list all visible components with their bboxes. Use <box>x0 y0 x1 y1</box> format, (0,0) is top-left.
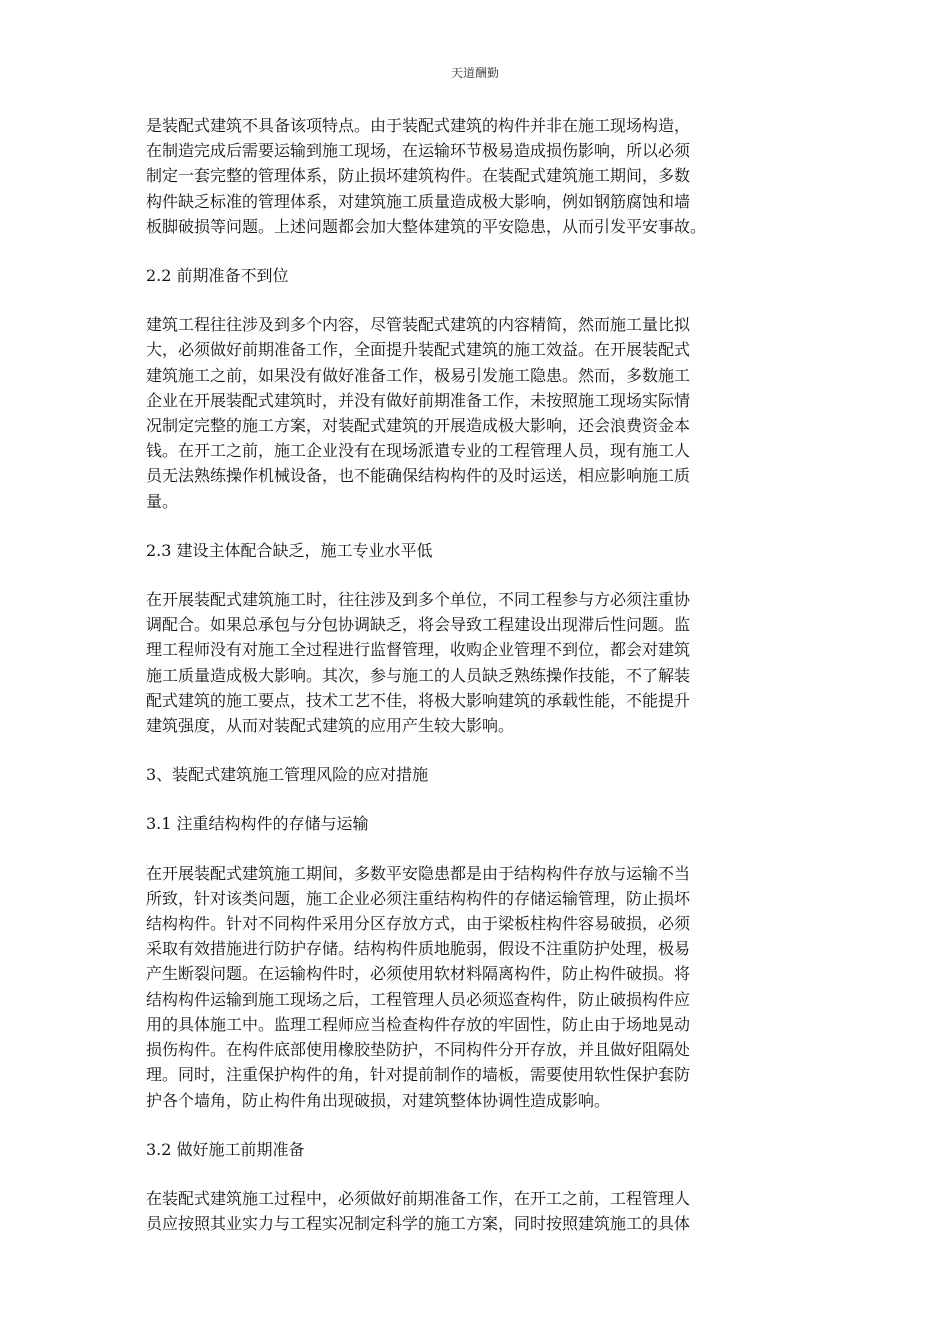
text-line: 员无法熟练操作机械设备，也不能确保结构构件的及时运送，相应影响施工质 <box>146 466 691 486</box>
text-line: 员应按照其业实力与工程实况制定科学的施工方案，同时按照建筑施工的具体 <box>146 1214 691 1234</box>
text-line: 施工质量造成极大影响。其次，参与施工的人员缺乏熟练操作技能，不了解装 <box>146 665 691 685</box>
text-line: 损伤构件。在构件底部使用橡胶垫防护，不同构件分开存放，并且做好阻隔处 <box>146 1040 691 1060</box>
heading-2-3: 2.3 建设主体配合缺乏，施工专业水平低 <box>146 540 433 560</box>
paragraph-3-2 <box>146 1186 806 1236</box>
text-line: 是装配式建筑不具备该项特点。由于装配式建筑的构件并非在施工现场构造， <box>146 116 691 135</box>
text-line: 结构构件运输到施工现场之后，工程管理人员必须巡查构件，防止破损构件应 <box>146 989 691 1009</box>
text-line: 产生断裂问题。在运输构件时，必须使用软材料隔离构件，防止构件破损。将 <box>146 964 691 984</box>
text-line: 建筑施工之前，如果没有做好准备工作，极易引发施工隐患。然而，多数施工 <box>146 365 691 385</box>
text-line: 制定一套完整的管理体系，防止损坏建筑构件。在装配式建筑施工期间，多数 <box>146 166 691 186</box>
paragraph-2-2 <box>146 312 806 514</box>
text-line: 配式建筑的施工要点，技术工艺不佳，将极大影响建筑的承载性能，不能提升 <box>146 690 691 710</box>
heading-3-1: 3.1 注重结构构件的存储与运输 <box>146 814 369 834</box>
heading-3: 3、装配式建筑施工管理风险的应对措施 <box>146 765 429 785</box>
paragraph-risk-intro-continued <box>146 113 806 239</box>
text-line: 量。 <box>146 491 179 511</box>
text-line: 调配合。如果总承包与分包协调缺乏，将会导致工程建设出现滞后性问题。监 <box>146 615 691 635</box>
text-line: 构件缺乏标准的管理体系，对建筑施工质量造成极大影响，例如钢筋腐蚀和墙 <box>146 191 691 211</box>
text-line: 建筑强度，从而对装配式建筑的应用产生较大影响。 <box>146 716 515 736</box>
document-body <box>146 113 806 1260</box>
text-line: 采取有效措施进行防护存储。结构构件质地脆弱，假设不注重防护处理，极易 <box>146 939 691 959</box>
text-line: 钱。在开工之前，施工企业没有在现场派遣专业的工程管理人员，现有施工人 <box>146 441 691 461</box>
text-line: 理工程师没有对施工全过程进行监督管理，收购企业管理不到位，都会对建筑 <box>146 640 691 660</box>
paragraph-2-3 <box>146 587 806 738</box>
page-header: 天道酬勤 <box>450 66 499 80</box>
text-line: 用的具体施工中。监理工程师应当检查构件存放的牢固性，防止由于场地晃动 <box>146 1014 691 1034</box>
text-line: 护各个墙角，防止构件角出现破损，对建筑整体协调性造成影响。 <box>146 1090 611 1110</box>
paragraph-3-1 <box>146 861 806 1113</box>
text-line: 况制定完整的施工方案，对装配式建筑的开展造成极大影响，还会浪费资金本 <box>146 416 691 436</box>
text-line: 结构构件。针对不同构件采用分区存放方式，由于梁板柱构件容易破损，必须 <box>146 914 691 934</box>
text-line: 建筑工程往往涉及到多个内容，尽管装配式建筑的内容精简，然而施工量比拟 <box>146 315 691 335</box>
heading-3-2: 3.2 做好施工前期准备 <box>146 1139 305 1159</box>
text-line: 在开展装配式建筑施工时，往往涉及到多个单位，不同工程参与方必须注重协 <box>146 590 691 610</box>
text-line: 企业在开展装配式建筑时，并没有做好前期准备工作，未按照施工现场实际情 <box>146 390 691 410</box>
text-line: 在开展装配式建筑施工期间，多数平安隐患都是由于结构构件存放与运输不当 <box>146 863 691 883</box>
text-line: 板脚破损等问题。上述问题都会加大整体建筑的平安隐患，从而引发平安事故。 <box>146 216 707 236</box>
text-line: 理。同时，注重保护构件的角，针对提前制作的墙板，需要使用软性保护套防 <box>146 1065 691 1085</box>
text-line: 大，必须做好前期准备工作，全面提升装配式建筑的施工效益。在开展装配式 <box>146 340 691 360</box>
heading-2-2: 2.2 前期准备不到位 <box>146 266 289 286</box>
text-line: 在制造完成后需要运输到施工现场，在运输环节极易造成损伤影响，所以必须 <box>146 141 691 161</box>
text-line: 所致，针对该类问题，施工企业必须注重结构构件的存储运输管理，防止损坏 <box>146 888 691 908</box>
text-line: 在装配式建筑施工过程中，必须做好前期准备工作，在开工之前，工程管理人 <box>146 1188 691 1208</box>
